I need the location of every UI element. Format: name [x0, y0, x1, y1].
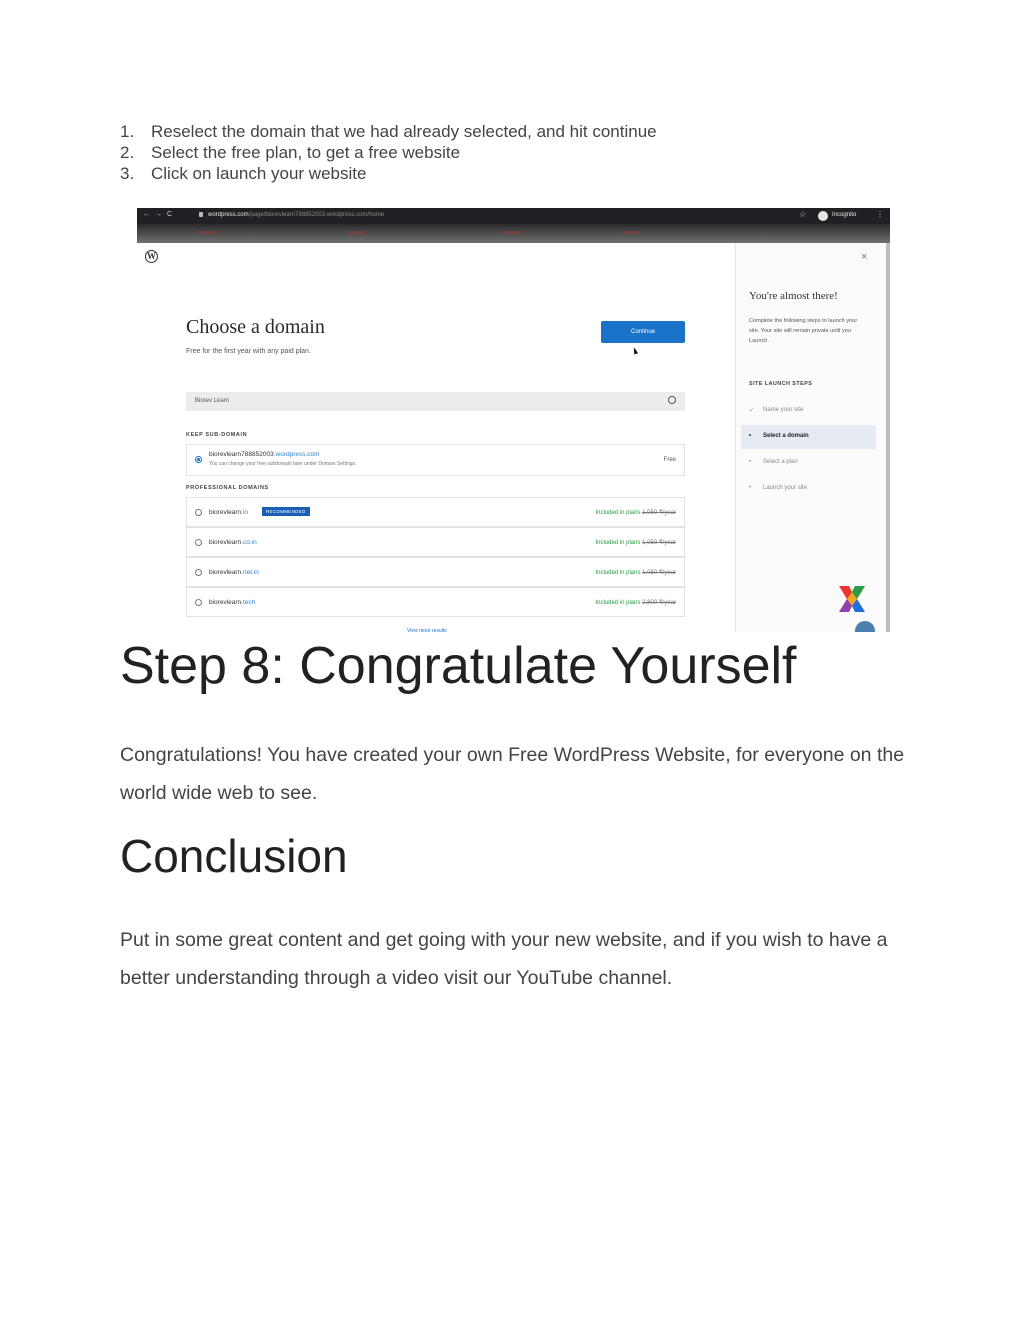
- menu-dots-icon: ⋮: [876, 210, 884, 219]
- browser-toolbar: [137, 208, 890, 224]
- list-text: Select the free plan, to get a free website: [151, 143, 461, 162]
- address-bar: [208, 212, 384, 218]
- domain-subheading: Free for the first year with any paid plan.: [186, 348, 311, 355]
- sidebar-scrollbar: [886, 243, 890, 632]
- domain-search-field: [186, 392, 685, 411]
- url-domain: wordpress.com: [208, 212, 249, 218]
- list-item: [120, 121, 657, 142]
- continue-button: Continue: [601, 321, 685, 343]
- domain-name: biorevlearn.in: [209, 509, 249, 516]
- domain-name: biorevlearn.tech: [209, 599, 256, 606]
- step8-heading: Step 8: Congratulate Yourself: [120, 637, 797, 695]
- sidebar-title: You're almost there!: [749, 290, 838, 302]
- domain-row: [186, 557, 685, 587]
- domain-row: [186, 497, 685, 527]
- radio-selected-icon: [195, 456, 202, 463]
- launch-step-active: • Select a domain: [741, 425, 876, 449]
- keep-subdomain-label: KEEP SUB-DOMAIN: [186, 432, 248, 438]
- view-more-link: View more results: [407, 628, 447, 632]
- instruction-list: [120, 121, 657, 184]
- domain-name: biorevlearn.net.in: [209, 569, 259, 576]
- search-value: Biorev Learn: [195, 398, 230, 404]
- wordpress-domain-screenshot: [137, 208, 890, 632]
- domain-row: [186, 527, 685, 557]
- launch-step: • Launch your site: [749, 485, 808, 491]
- bullet-icon: •: [749, 459, 752, 465]
- blurred-header: [137, 224, 890, 243]
- bullet-icon: •: [749, 485, 752, 491]
- browser-nav-icons: ←→C: [143, 211, 178, 218]
- wordpress-logo-icon: W: [147, 251, 156, 261]
- list-number: 3.: [120, 164, 135, 183]
- step8-body: Congratulations! You have created your own Free WordPress Website, for everyone on the world wide web to see.: [120, 744, 905, 804]
- close-icon: ×: [861, 251, 868, 263]
- domain-heading: Choose a domain: [186, 316, 325, 338]
- subdomain-row: [186, 444, 685, 476]
- launch-steps-heading: SITE LAUNCH STEPS: [749, 381, 813, 387]
- list-text: Reselect the domain that we had already selected, and hit continue: [151, 122, 657, 141]
- domain-name: biorevlearn.co.in: [209, 539, 257, 546]
- domain-price: Included in plans 1,050 ₹/year: [595, 570, 676, 576]
- radio-icon: [195, 599, 202, 606]
- launch-sidebar: [735, 243, 890, 632]
- incognito-label: Incognito: [832, 212, 857, 218]
- domain-row: [186, 587, 685, 617]
- list-item: [120, 142, 657, 163]
- subdomain-name: biorevlearn788852003.wordpress.com: [209, 451, 320, 458]
- recommended-badge: RECOMMENDED: [262, 507, 310, 516]
- list-number: 2.: [120, 143, 135, 162]
- domain-price: Included in plans 2,800 ₹/year: [595, 600, 676, 606]
- list-item: [120, 163, 657, 184]
- lock-icon: [199, 212, 203, 217]
- radio-icon: [195, 509, 202, 516]
- conclusion-heading: Conclusion: [120, 830, 348, 882]
- sidebar-description: Complete the following steps to launch your site. Your site will remain private until you Launch.: [749, 318, 858, 344]
- professional-domains-label: PROFESSIONAL DOMAINS: [186, 485, 269, 491]
- radio-icon: [195, 569, 202, 576]
- subdomain-price: Free: [663, 457, 676, 463]
- conclusion-body: Put in some great content and get going with your new website, and if you wish to have a better understanding through a video visit our YouTube channel.: [120, 929, 888, 989]
- radio-icon: [195, 539, 202, 546]
- list-number: 1.: [120, 122, 135, 141]
- bullet-icon: •: [749, 433, 752, 439]
- incognito-icon: [818, 211, 828, 221]
- list-text: Click on launch your website: [151, 164, 367, 183]
- domain-price: Included in plans 1,050 ₹/year: [595, 510, 676, 516]
- check-icon: ✓: [749, 408, 755, 414]
- launch-step: ✓ Name your site: [749, 407, 804, 414]
- launch-step: • Select a plan: [749, 459, 798, 465]
- search-icon: [668, 396, 676, 404]
- domain-price: Included in plans 1,050 ₹/year: [595, 540, 676, 546]
- mouse-cursor-icon: [632, 347, 638, 355]
- subdomain-note: You can change your free subdomain later under Domain Settings.: [209, 461, 357, 467]
- colorful-logo-icon: [837, 584, 867, 614]
- url-path: /page/biorevlearn788852003.wordpress.com/home: [248, 212, 385, 218]
- star-icon: ☆: [799, 210, 807, 219]
- domain-panel: [137, 243, 735, 632]
